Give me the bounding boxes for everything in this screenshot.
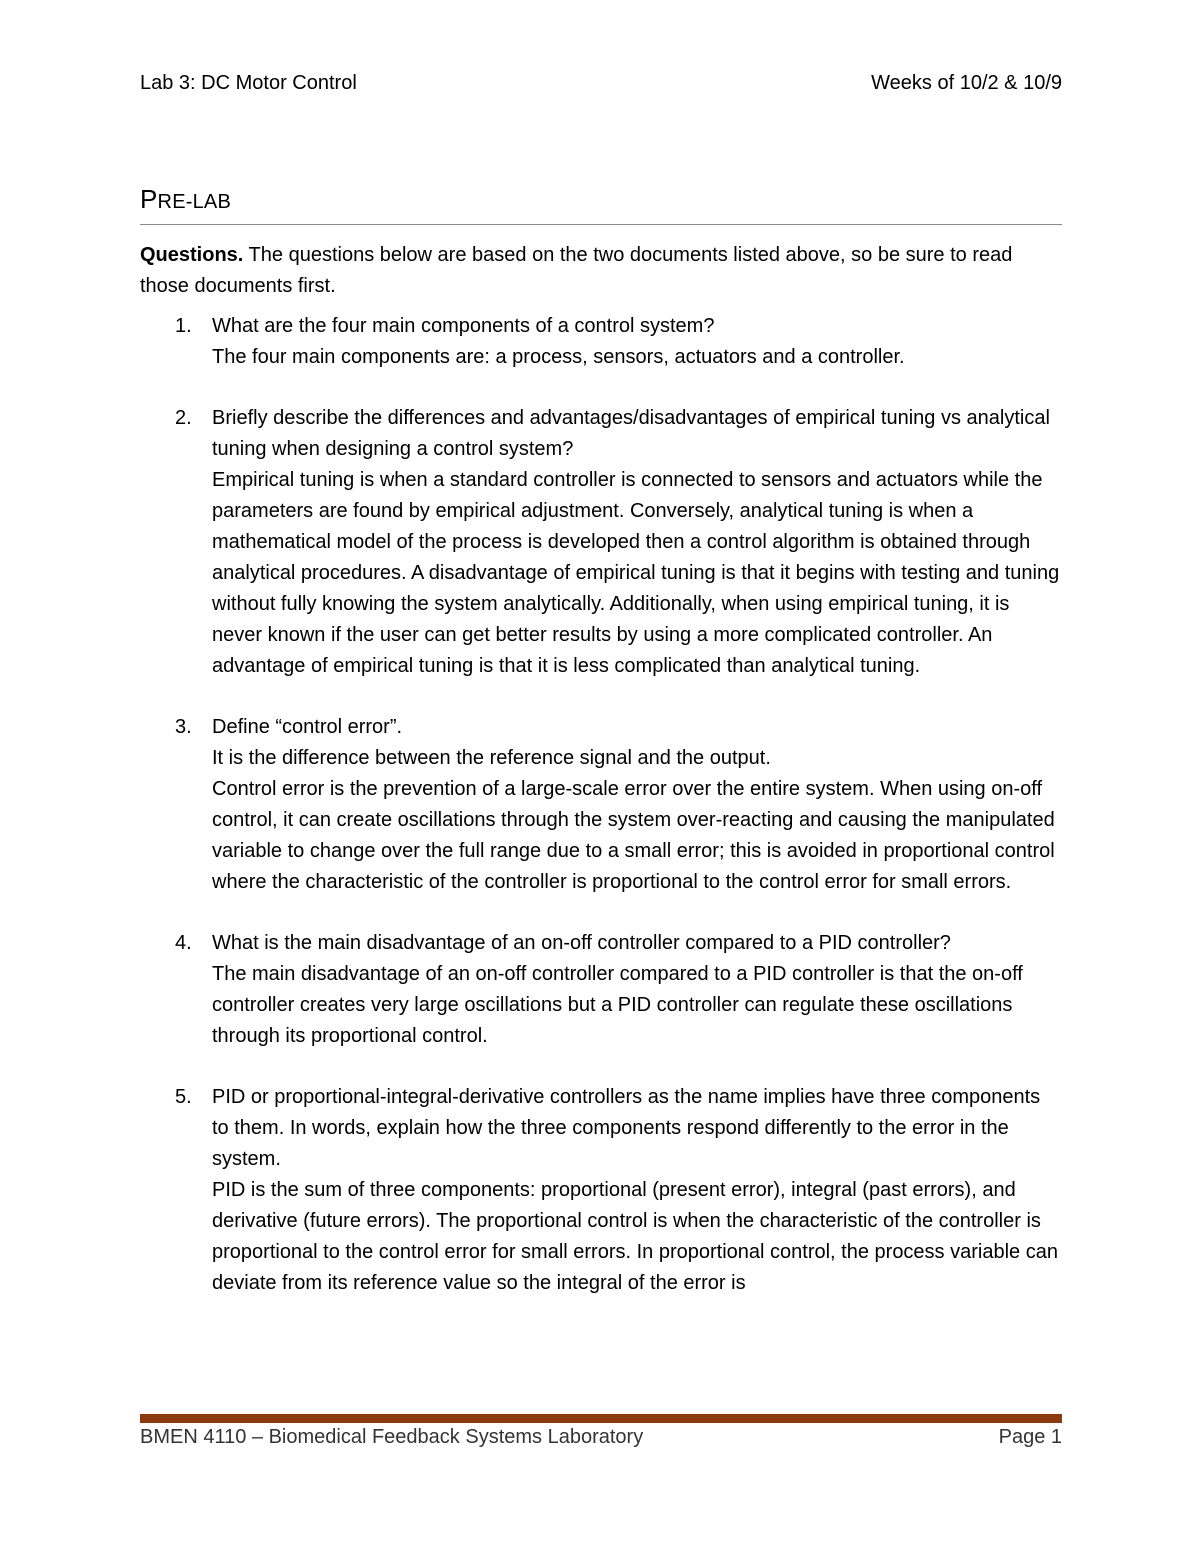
header-title: Lab 3: DC Motor Control	[140, 72, 357, 94]
page-number: Page 1	[998, 1426, 1062, 1448]
question-item-5	[140, 1082, 1062, 1299]
question-item-4	[140, 928, 1062, 1052]
header-dates: Weeks of 10/2 & 10/9	[871, 72, 1062, 94]
question-item-2	[140, 403, 1062, 682]
question-item-3	[140, 712, 1062, 898]
intro-label: Questions.	[140, 244, 244, 266]
question-text: PID or proportional-integral-derivative controllers as the name implies have three components to them. In words, explain how the three components respond differently to the error in the system.	[212, 1086, 1041, 1170]
question-list	[140, 311, 1062, 1299]
question-number: 4.	[175, 932, 192, 954]
footer-divider-bar	[140, 1414, 1062, 1423]
section-divider	[140, 224, 1062, 225]
answer-text: PID is the sum of three components: proportional (present error), integral (past errors), and derivative (future errors). The proportional control is when the characteristic of the controller is proportional to the control error for small errors. In proportional control, the process variable can deviate from its reference value so the integral of the error is	[212, 1179, 1058, 1294]
page-header	[140, 72, 1062, 100]
question-item-1	[140, 311, 1062, 373]
question-number: 1.	[175, 315, 192, 337]
answer-text: The four main components are: a process, sensors, actuators and a controller.	[212, 346, 905, 368]
question-number: 2.	[175, 407, 192, 429]
footer-course-title: BMEN 4110 – Biomedical Feedback Systems Laboratory	[140, 1426, 644, 1448]
answer-text: It is the difference between the reference signal and the output.	[212, 747, 771, 769]
question-text: Briefly describe the differences and advantages/disadvantages of empirical tuning vs analytical tuning when designing a control system?	[212, 407, 1050, 460]
question-text: What is the main disadvantage of an on-off controller compared to a PID controller?	[212, 932, 951, 954]
section-heading-initial: P	[140, 184, 158, 214]
document-body	[140, 240, 1062, 1329]
question-text: Define “control error”.	[212, 716, 403, 738]
answer-text-continued: Control error is the prevention of a large-scale error over the entire system. When using on-off control, it can create oscillations through the system over-reacting and causing the manipulated variable to change over the full range due to a small error; this is avoided in proportional control where the characteristic of the controller is proportional to the control error for small errors.	[212, 778, 1055, 893]
answer-text: The main disadvantage of an on-off controller compared to a PID controller is that the on-off controller creates very large oscillations but a PID controller can regulate these oscillations through its proportional control.	[212, 963, 1023, 1047]
intro-text: The questions below are based on the two documents listed above, so be sure to read those documents first.	[140, 244, 1013, 297]
question-text: What are the four main components of a control system?	[212, 315, 715, 337]
answer-text: Empirical tuning is when a standard controller is connected to sensors and actuators while the parameters are found by empirical adjustment. Conversely, analytical tuning is when a mathematical model of the process is developed then a control algorithm is obtained through analytical procedures. A disadvantage of empirical tuning is that it begins with testing and tuning without fully knowing the system analytically. Additionally, when using empirical tuning, it is never known if the user can get better results by using a more complicated controller. An advantage of empirical tuning is that it is less complicated than analytical tuning.	[212, 469, 1060, 677]
question-number: 5.	[175, 1086, 192, 1108]
intro-paragraph	[140, 240, 1062, 302]
section-heading-rest: RE-LAB	[157, 191, 231, 213]
question-number: 3.	[175, 716, 192, 738]
page-footer	[140, 1426, 1062, 1456]
section-heading	[140, 184, 231, 215]
